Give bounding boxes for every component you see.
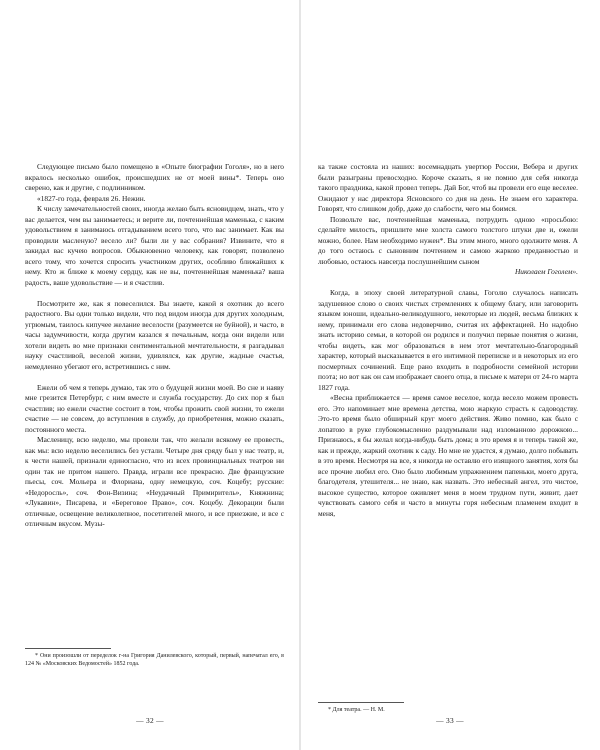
footnote-rule: [318, 702, 404, 703]
left-page-body: [25, 162, 284, 638]
letter-dateline: «1827-го года, февраля 26. Нежин.: [37, 193, 146, 203]
paragraph: Посмотрите же, как я повеселился. Вы знаете, какой я охотник до всего радостного. Вы одни только видели, что под видом иногда для других холодным, угрюмым, таилось кипучее желание веселости (разумеется не буйной), и часто, в часы задумчивости, когда другим казался я печальным, когда они видели или хотели видеть во мне признаки сентиментальной мечтательности, я разгадывал науку счастливой, веселой жизни, удивлялся, как другие, жадные счастья, немедленно убегают его, встретившись с ним.: [25, 298, 284, 371]
paragraph: ка также состояла из наших: восемнадцать увертюр России, Вебера и других были разыграны превосходно. Короче сказать, я не помню для себя никогда такого праздника, какой провел теперь. Дай Бог, чтоб вы провели его еще веселее. Ожидают у нас директора Ясновского со дня на день. Не знаем его характера. Говорят, что слишком добр, даже до слабости, чего мы боимся.: [318, 162, 578, 213]
page-number: — 33 —: [436, 716, 464, 725]
page-number: — 32 —: [136, 716, 164, 725]
footnote: * Для театра. — Н. М.: [328, 707, 385, 713]
right-page: [300, 0, 600, 750]
letter-signature: Николаем Гоголем».: [514, 267, 578, 276]
paragraph: Ежели об чем я теперь думаю, так это о будущей жизни моей. Во сне и наяву мне грезится Петербург, с ним вместе и служба государству. До сих пор я был счастлив; но ежели счастие состоит в том, чтобы прожить свой жизни, то ежели счастие — не совсем, до вступления в службу, до приобретения, можно сказать, постоянного места.: [25, 382, 284, 434]
paragraph: Позвольте вас, почтеннейшая маменька, потрудить одною «просьбою: сделайте милость, пришлите мне холста самого толстого штуки две и, ежели можно, более. Нам необходимо нужен*. Вы этим много, много одолжите меня. А до того остаюсь с сыновним почтением и самою жаркою преданностью и любовью, остаюсь навсегда послушнейшим сыном: [318, 214, 578, 266]
paragraph: Когда, в эпоху своей литературной славы, Гоголю случалось написать задушевное слово о своих чистых стремлениях к общему благу, или заговорить языком юноши, идеально-великодушного, некоторые из людей, весьма близких к нему, принимали его слова недоверчиво, считая их аффектацией. Но надобно знать историю семьи, в которой он родился и получил первые понятия о жизни, чтобы видеть, как мог образоваться в нем этот мечтательно-благородный характер, который высказывается в его интимной переписке и в некоторых из его посмертных сочинений. Еще рано входить в подробности семейной истории поэта; но вот как он сам изображает своего отца, в письме к матери от 24-го марта 1827 года.: [318, 288, 578, 392]
paragraph: К числу замечательностей своих, иногда желаю быть ясновидцем, знать, что у вас делается, чем вы занимаетесь; и верите ли, почтеннейшая маменька, с каким удовольствием я занимаюсь отгадыванием всего того, что вас занимает. Как вы проводили масленую? весело ли? были ли у вас собрания? Извините, что я закидал вас кучею вопросов. Обыкновенно человеку, как говорят, позволено всего тому, что хочется спросить участником других, особливо ближайших к нему. Кто ж ближе к моему сердцу, как не вы, почтеннейшая маменька? ваша радость, ваше удовольствие — и я счастлив.: [25, 204, 284, 287]
footnote-rule: [25, 648, 111, 649]
paragraph: «Весна приближается — время самое веселое, когда весело можем провесть его. Это напоминает мне времена детства, мою жаркую страсть к садоводству. Это-то время было обширный круг моего действия. Живо помню, как было с лопатою в руке глубокомысленно раздумывали над изломанною дорожкою... Признаюсь, я бы желал когда-нибудь быть дома; в это время я и теперь такой же, как и прежде, жаркий охотник к саду. Но мне не удастся, я думаю, долго побывать в это время. Несмотря на все, я никогда не оставлю его изящного занятия, хотя бы все прочие любил его. Оно было любимым упражнением папеньки, моего друга, благодетеля, утешителя... не знаю, как назвать. Это небесный ангел, это чистое, высокое существо, которое оживляет меня в моем трудном пути, живит, дает чувствовать самого себя и часто в минуты горя небесным пламенем входит в меня,: [318, 393, 578, 518]
paragraph: Масленицу, всю неделю, мы провели так, что желали всякому ее провесть, как мы: всю неделю веселились без устали. Четыре дня сряду был у нас театр, и, к чести нашей, признали единогласно, что из всех провинциальных театров ни один так не притом нашего. Правда, играли все прекрасно. Две французские пьесы, соч. Мольера и Флориана, одну немецкую, соч. Коцебу; русские: «Недоросль», соч. Фон-Визина; «Неудачный Примиритель», Княжнина; «Лукавин», Писарева, и «Береговое Право», соч. Коцебу. Декорации были отличные, освещение великолепное, посетителей много, и все приезжие, и все с отличным вкусом. Музы-: [25, 435, 284, 528]
right-page-body: [318, 162, 578, 638]
paragraph: Следующее письмо было помещено в «Опыте биографии Гоголя», но в него вкралось несколько ошибок, происшедших не от моей вины*. Теперь оно сверено, как и другие, с подлинником.: [25, 162, 284, 192]
footnote: * Они произошли от переделок г-на Григория Данилевского, который, первый, напечатал его, в 124 № «Московских Ведомостей» 1852 года.: [25, 653, 284, 667]
